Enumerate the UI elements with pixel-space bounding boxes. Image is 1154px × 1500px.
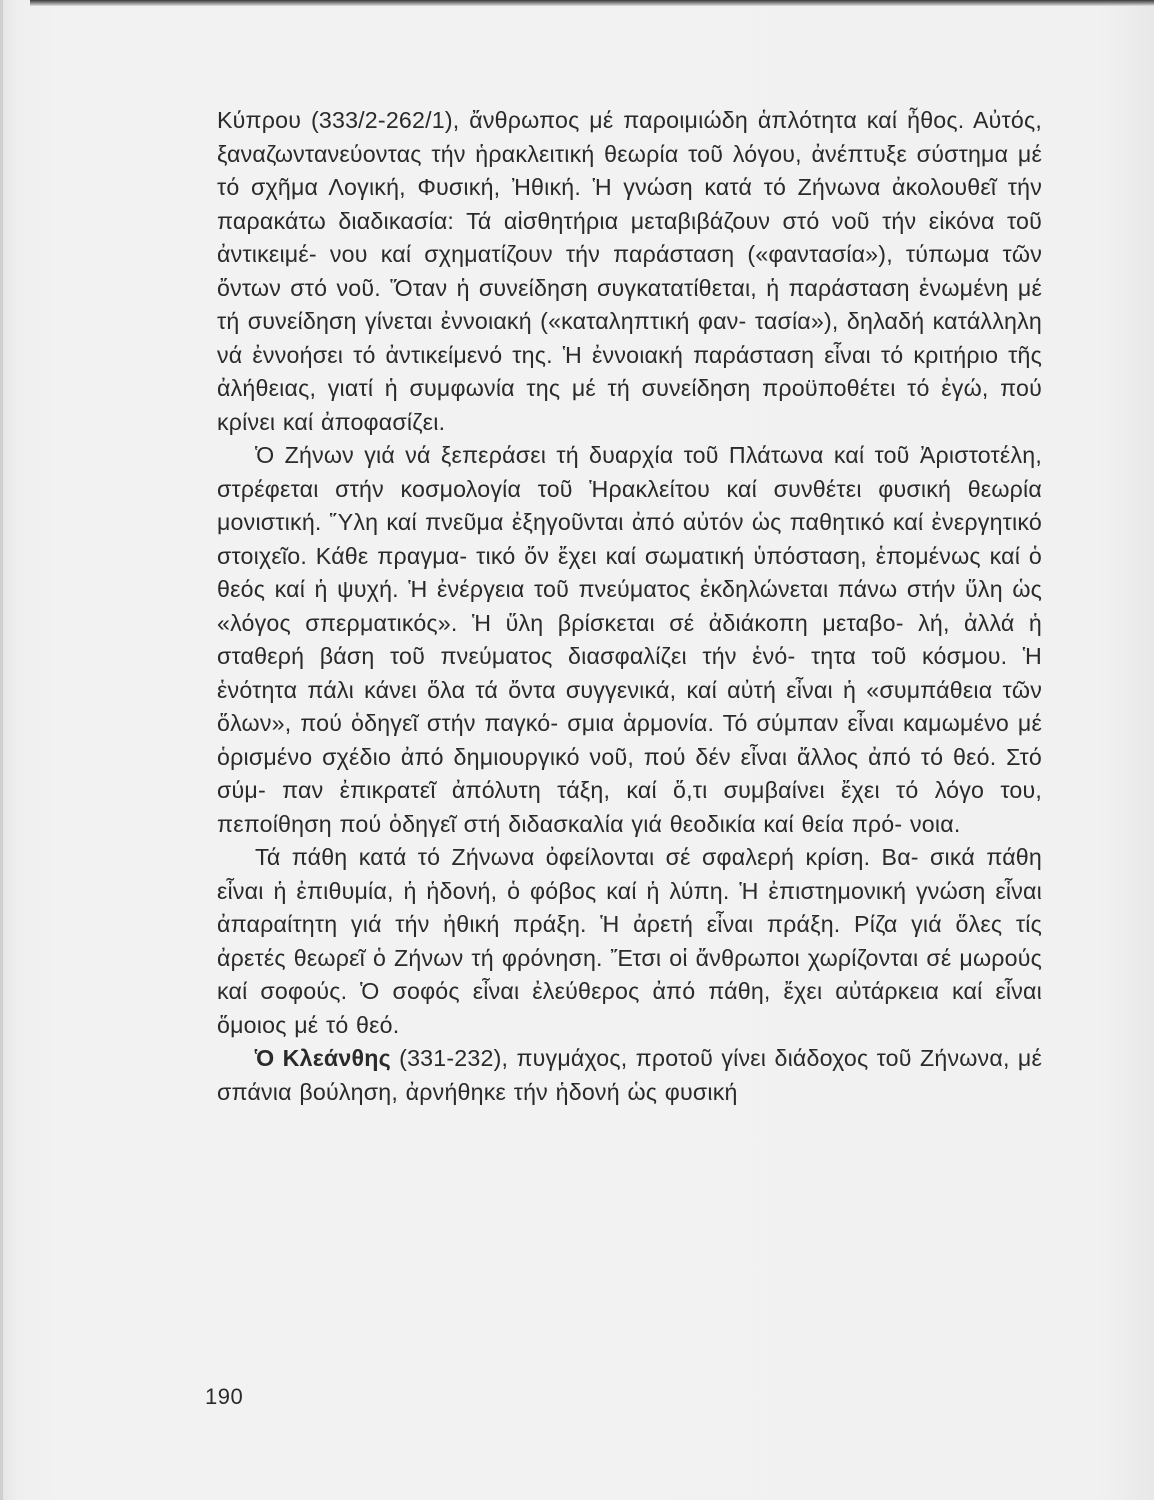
text-line: νοια. xyxy=(909,810,961,837)
text-line: καί αὐτή εἶναι ἡ «συμπάθεια τῶν ὅλων», πού ὁδηγεῖ στήν παγκό- xyxy=(217,676,1042,736)
text-line: τικό ὄν ἔχει καί σωματική ὑπόσταση, ἑπομένως καί ὁ θεός καί ἡ xyxy=(217,542,1042,602)
paragraph-3 xyxy=(217,841,1042,1042)
text-line: ἀρετή εἶναι πράξη. Ρίζα γιά ὅλες τίς ἀρετές θεωρεῖ ὁ Ζήνων τή xyxy=(217,911,1042,971)
page-top-shadow xyxy=(30,0,1154,6)
text-line: σμια ἁρμονία. Τό σύμπαν εἶναι καμωμένο μέ ὁρισμένο σχέδιο xyxy=(217,710,1042,770)
text-line: Ἀριστοτέλη, στρέφεται στήν κοσμολογία τοῦ Ἡρακλείτου καί xyxy=(217,442,1042,502)
text-line: (331-232), πυγμάχος, προτοῦ γίνει διάδοχος τοῦ xyxy=(390,1045,912,1071)
text-line: ἀπό αὐτόν ὡς παθητικό καί ἐνεργητικό στοιχεῖο. Κάθε πραγμα- xyxy=(217,509,1042,569)
text-line: ἑνωμένη μέ τή συνείδηση γίνεται ἐννοιακή («καταληπτική φαν- xyxy=(217,274,1042,334)
page-number: 190 xyxy=(205,1384,244,1409)
paragraph-1 xyxy=(217,104,1042,439)
text-line: νου καί σχηματίζουν τήν παράσταση («φαντασία»), τύπωμα τῶν xyxy=(329,241,1042,267)
text-line: ἦθος. Αὐτός, ξαναζωντανεύοντας τήν ἡρακλειτική θεωρία τοῦ xyxy=(217,107,1042,167)
text-line: φρόνηση. Ἔτσι οἱ ἄνθρωποι χωρίζονται σέ μωρούς καί σοφούς. xyxy=(217,944,1042,1004)
page-left-edge xyxy=(0,0,3,1500)
text-line: συμφωνία της μέ τή συνείδηση προϋποθέτει τό ἐγώ, πού κρίνει xyxy=(217,375,1042,435)
text-line: Τά πάθη κατά τό Ζήνωνα ὀφείλονται σέ σφαλερή κρίση. Βα- xyxy=(255,844,919,870)
text-line: Ὁ Ζήνων γιά νά ξεπεράσει τή δυαρχία τοῦ Πλάτωνα καί τοῦ xyxy=(255,442,910,468)
text-line: ψυχή. Ἡ ἐνέργεια τοῦ πνεύματος ἐκδηλώνεται πάνω στήν ὕλη xyxy=(337,576,1003,602)
text-line: ὄντων στό νοῦ. Ὅταν ἡ συνείδηση συγκατατίθεται, ἡ παράσταση xyxy=(217,274,910,301)
paragraph-2 xyxy=(217,439,1042,841)
text-line: ἐπιστημονική γνώση εἶναι ἀπαραίτητη γιά τήν ἠθική πράξη. Ἡ xyxy=(217,877,1042,937)
text-line: λόγου, ἀνέπτυξε σύστημα μέ τό σχῆμα Λογική, Φυσική, Ἠθική. xyxy=(217,140,1042,200)
text-line: τητα τοῦ κόσμου. Ἡ ἑνότητα πάλι κάνει ὅλα τά ὄντα συγγενικά, xyxy=(217,643,1042,703)
text-line: τασία»), δηλαδή κατάλληλη νά ἐννοήσει τό ἀντικείμενό της. Ἡ xyxy=(217,308,1042,368)
text-line: παν ἐπικρατεῖ ἀπόλυτη τάξη, καί ὅ,τι συμβαίνει ἔχει τό λόγο του, xyxy=(282,777,1042,803)
text-line: συνθέτει φυσική θεωρία μονιστική. Ὕλη καί πνεῦμα ἐξηγοῦνται xyxy=(217,475,1042,535)
text-line: ὡς «λόγος σπερματικός». Ἡ ὕλη βρίσκεται σέ ἀδιάκοπη μεταβο- xyxy=(217,576,1042,636)
text-line: ἐννοιακή παράσταση εἶναι τό κριτήριο τῆς ἀλήθειας, γιατί ἡ xyxy=(217,341,1042,401)
text-line: Ὁ σοφός εἶναι ἐλεύθερος ἀπό πάθη, ἔχει αὐτάρκεια καί εἶναι xyxy=(360,978,1042,1004)
text-line: ὅμοιος μέ τό θεό. xyxy=(217,1011,400,1038)
text-line: Κύπρου (333/2-262/1), ἄνθρωπος μέ παροιμιώδη ἁπλότητα καί xyxy=(217,107,898,133)
text-line: καί ἀποφασίζει. xyxy=(282,408,446,435)
body-text xyxy=(217,104,1042,1109)
text-line: Ἡ γνώση κατά τό Ζήνωνα ἀκολουθεῖ τήν παρακάτω διαδικασία: xyxy=(217,174,1042,234)
text-line: ἀπό δημιουργικό νοῦ, πού δέν εἶναι ἄλλος ἀπό τό θεό. Στό σύμ- xyxy=(217,743,1042,803)
paragraph-4 xyxy=(217,1042,1042,1109)
text-line: λή, ἀλλά ἡ σταθερή βάση τοῦ πνεύματος διασφαλίζει τήν ἑνό- xyxy=(217,609,1043,669)
text-line: Τά αἰσθητήρια μεταβιβάζουν στό νοῦ τήν εἰκόνα τοῦ ἀντικειμέ- xyxy=(217,207,1043,267)
text-line: πεποίθηση πού ὁδηγεῖ στή διδασκαλία γιά θεοδικία καί θεία πρό- xyxy=(217,810,903,837)
text-line: Ζήνωνα, μέ σπάνια βούληση, ἀρνήθηκε τήν ἡδονή ὡς φυσική xyxy=(217,1045,1042,1105)
name-kleanthis: Ὁ Κλεάνθης xyxy=(255,1045,391,1071)
text-line: σικά πάθη εἶναι ἡ ἐπιθυμία, ἡ ἡδονή, ὁ φόβος καί ἡ λύπη. Ἡ xyxy=(217,844,1042,904)
